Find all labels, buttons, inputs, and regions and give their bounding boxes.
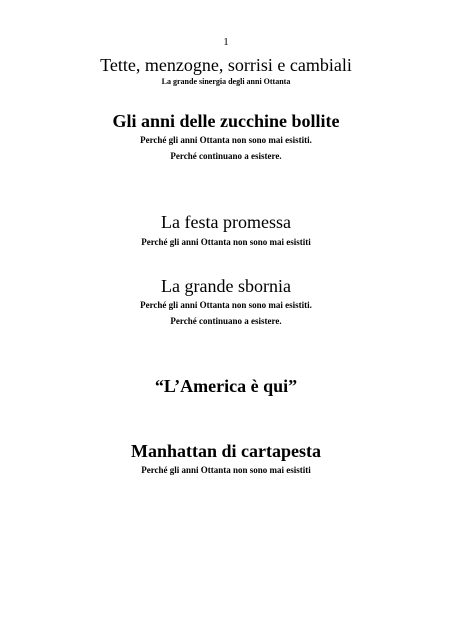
section-subtitle-3: Perché gli anni Ottanta non sono mai esistiti	[141, 237, 311, 247]
section-subtitle-4b: Perché continuano a esistere.	[170, 316, 282, 326]
section-title-5: “L’America è qui”	[154, 376, 298, 396]
section-subtitle-1: La grande sinergia degli anni Ottanta	[161, 77, 291, 86]
section-title-2: Gli anni delle zucchine bollite	[112, 111, 340, 131]
section-subtitle-2b: Perché continuano a esistere.	[170, 151, 282, 161]
section-title-1: Tette, menzogne, sorrisi e cambiali	[100, 55, 352, 75]
section-title-6: Manhattan di cartapesta	[131, 441, 321, 461]
section-subtitle-2a: Perché gli anni Ottanta non sono mai esistiti.	[140, 135, 312, 145]
section-title-4: La grande sbornia	[161, 276, 291, 296]
section-subtitle-4a: Perché gli anni Ottanta non sono mai esistiti.	[140, 300, 312, 310]
page-number: 1	[223, 36, 229, 48]
section-subtitle-6: Perché gli anni Ottanta non sono mai esistiti	[141, 465, 311, 475]
section-title-3: La festa promessa	[161, 212, 291, 232]
